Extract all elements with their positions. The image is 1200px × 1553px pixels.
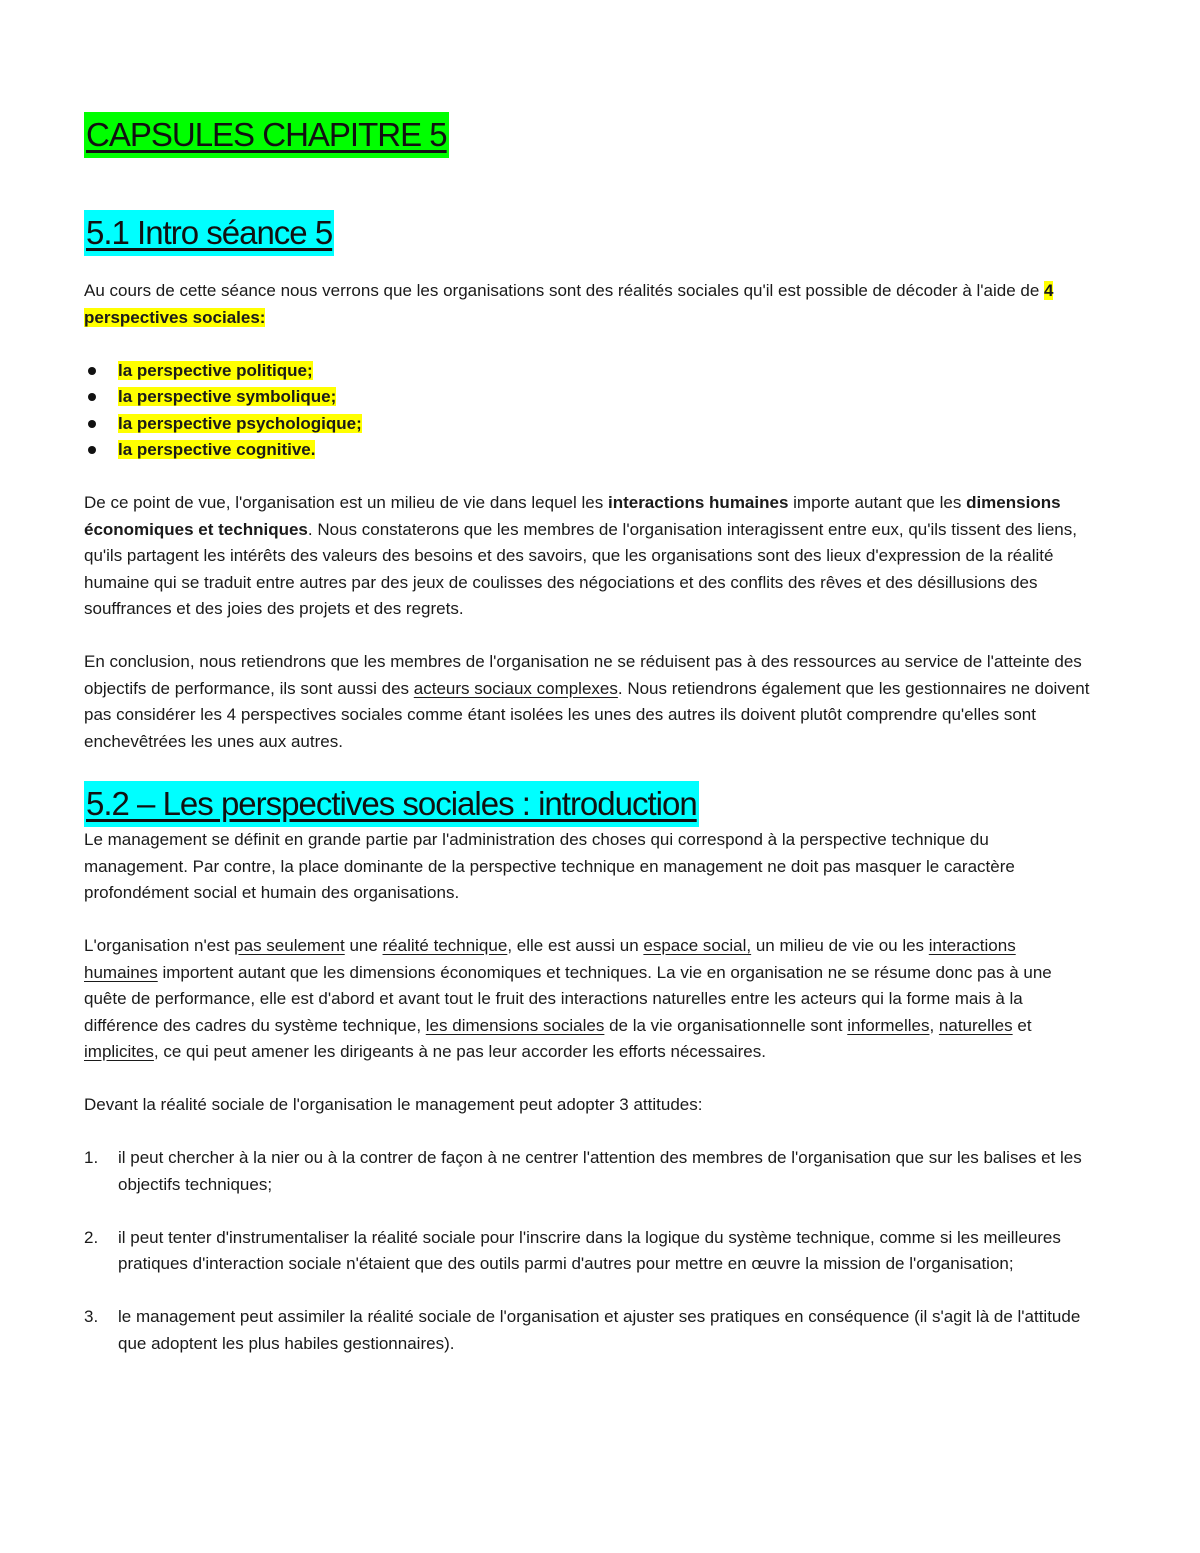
paragraph-conclusion — [84, 649, 1094, 755]
underlined-text: informelles — [847, 1015, 930, 1035]
underlined-text: réalité technique — [382, 936, 508, 955]
intro-text: Au cours de cette séance nous verrons que les organisations sont des réalités sociales qu'il est possible de décoder à l'aide de — [84, 281, 1045, 300]
list-item-text: la perspective psychologique; — [118, 413, 362, 433]
text-span: En conclusion, nous retiendrons que les membres de l'organisation ne se réduisent pas à des ressources au service de l'atteinte des objectifs de performance, ils sont aussi des — [84, 652, 1082, 698]
list-item-text: le management peut assimiler la réalité sociale de l'organisation et ajuster ses pratiques en conséquence (il s'agit là de l'attitude que adoptent les plus habiles gestionnaires). — [118, 1307, 1081, 1353]
text-span: de la vie organisationnelle sont — [604, 1015, 848, 1035]
text-span: De ce point de vue, l'organisation est un milieu de vie dans lequel les — [84, 493, 608, 512]
section-heading-5-1: 5.1 Intro séance 5 — [84, 210, 334, 256]
underlined-text: pas seulement — [234, 936, 345, 955]
section-heading-5-2: 5.2 – Les perspectives sociales : introduction — [84, 781, 699, 827]
text-span: une — [344, 936, 383, 955]
list-item — [84, 358, 1094, 385]
underlined-text: implicites — [84, 1042, 154, 1061]
underlined-text: naturelles — [938, 1015, 1013, 1035]
list-number: 1. — [84, 1148, 99, 1167]
underlined-text: espace social, — [643, 936, 752, 955]
list-item — [84, 411, 1094, 438]
underlined-text: acteurs sociaux complexes — [413, 678, 618, 698]
list-item — [84, 1225, 1094, 1278]
list-item — [84, 1304, 1094, 1357]
bold-text: interactions humaines — [607, 493, 789, 512]
bullet-icon — [88, 420, 96, 428]
paragraph-organisation — [84, 933, 1094, 1066]
highlighted-perspectives: 4 perspectives sociales: — [84, 281, 1054, 327]
perspectives-list — [84, 358, 1094, 464]
list-item — [84, 437, 1094, 464]
bullet-icon — [88, 393, 96, 401]
list-item — [84, 1145, 1094, 1198]
text-span: un milieu de vie ou les — [751, 936, 929, 955]
bullet-icon — [88, 367, 96, 375]
document-title: CAPSULES CHAPITRE 5 — [84, 112, 449, 158]
underlined-text: interactions humaines — [84, 936, 1016, 982]
bullet-icon — [88, 446, 96, 454]
underlined-text: les dimensions sociales — [425, 1015, 605, 1035]
list-item-text: il peut chercher à la nier ou à la contrer de façon à ne centrer l'attention des membres de l'organisation que sur les balises et les objectifs techniques; — [118, 1148, 1082, 1194]
text-span: importe autant que les — [788, 493, 967, 512]
text-span: , elle est aussi un — [507, 936, 644, 955]
document-content — [84, 112, 1094, 1357]
paragraph-attitudes: Devant la réalité sociale de l'organisation le management peut adopter 3 attitudes: — [84, 1095, 703, 1114]
bold-text: dimensions économiques et techniques — [84, 493, 1061, 539]
text-span: . Nous retiendrons également que les gestionnaires ne doivent pas considérer les 4 perspectives sociales comme étant isolées les unes des autres ils doivent plutôt comprendre qu'elles sont enchevêtrées les unes aux autres. — [84, 678, 1090, 751]
list-item-text: il peut tenter d'instrumentaliser la réalité sociale pour l'inscrire dans la logique du système technique, comme si les meilleures pratiques d'interaction sociale n'étaient que des outils parmi d'autres pour mettre en œuvre la mission de l'organisation; — [118, 1227, 1061, 1273]
text-span: , ce qui peut amener les dirigeants à ne pas leur accorder les efforts nécessaires. — [153, 1042, 766, 1061]
intro-paragraph — [84, 278, 1094, 331]
text-span: , — [929, 1015, 939, 1035]
text-span: L'organisation n'est — [84, 936, 235, 955]
text-span: et — [1012, 1015, 1032, 1035]
list-item-text: la perspective symbolique; — [118, 387, 337, 406]
list-number: 2. — [84, 1227, 99, 1247]
text-span: importent autant que les dimensions économiques et techniques. La vie en organisation ne se résume donc pas à une quête de performance, elle est d'abord et avant tout le fruit des interactions naturelles entre les acteurs qui la forme mais à la différence des cadres du système technique, — [84, 962, 1052, 1035]
paragraph-point-de-vue — [84, 490, 1094, 623]
attitudes-list — [84, 1145, 1094, 1357]
text-span: . Nous constaterons que les membres de l'organisation interagissent entre eux, qu'ils tissent des liens, qu'ils partagent les intérêts des valeurs des besoins et des savoirs, que les organisations sont des lieux d'expression de la réalité humaine qui se traduit entre autres par des jeux de coulisses des négociations et des conflits des rêves et des désillusions des souffrances et des joies des projets et des regrets. — [84, 519, 1077, 618]
list-number: 3. — [84, 1307, 99, 1326]
paragraph-management: Le management se définit en grande partie par l'administration des choses qui correspond à la perspective technique du management. Par contre, la place dominante de la perspective technique en management ne doit pas masquer le caractère profondément social et humain des organisations. — [84, 830, 1015, 902]
list-item — [84, 384, 1094, 411]
list-item-text: la perspective politique; — [118, 360, 313, 380]
list-item-text: la perspective cognitive. — [118, 440, 316, 459]
